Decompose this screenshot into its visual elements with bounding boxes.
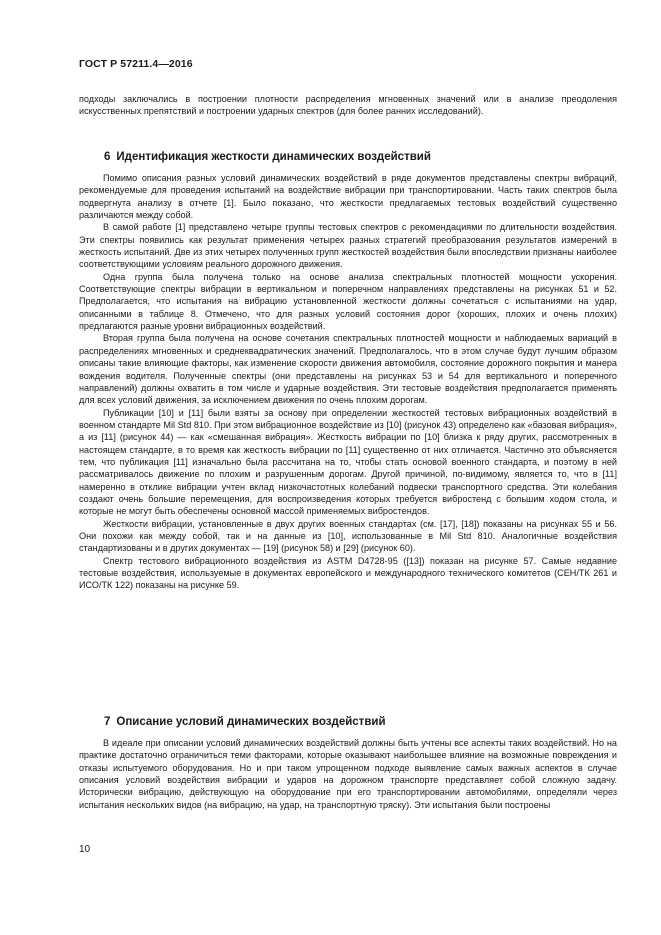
section-6-paragraph: Спектр тестового вибрационного воздействия из ASTM D4728-95 ([13]) показан на рисунке 57. Самые недавние тестовые воздействия, используемые в документах европейского и международного технического комитетов (СЕН/ТК 261 и ИСО/ТК 122) показаны на рисунке 59. [79,555,617,591]
section-7-heading [104,716,386,728]
section-6-paragraph: Вторая группа была получена на основе сочетания спектральных плотностей мощности и наблюдаемых вариаций в распределениях мгновенных и среднеквадратических значений. Предполагалось, что в этом случае будут лучшим образом описаны такие влияющие факторы, как изменение скорости движения автомобиля, состояние дорожного покрытия и манера вождения водителя. Полученные спектры (они представлены на рисунках 53 и 54 для вертикального и поперечного направлений) должны охватить в том числе и ударные воздействия. Эти тестовые воздействия предполагается применять для всех условий движения, за исключением движения по очень плохим дорогам. [79,333,617,406]
section-7-title: Описание условий динамических воздействий [116,716,386,728]
section-6-paragraph: В самой работе [1] представлено четыре группы тестовых спектров с рекомендациями по длительности воздействия. Эти спектры появились как результат применения четырех разных стратегий преобразования результатов измерений в жесткость испытаний. Две из этих четырех полученных групп жесткостей воздействия были впоследствии признаны наиболее соответствующими условиям реального дорожного движения. [79,222,617,270]
page-number: 10 [79,844,91,855]
section-6-heading [104,151,431,163]
section-7-body [79,737,617,811]
section-6-body [79,172,617,592]
standard-header: ГОСТ Р 57211.4—2016 [79,58,193,70]
section-6-title: Идентификация жесткости динамических воздействий [116,151,431,163]
section-6-paragraph: Публикации [10] и [11] были взяты за основу при определении жесткостей тестовых вибрационных воздействий в военном стандарте Mil Std 810. При этом вибрационное воздействие из [10] (рисунок 43) определено как «базовая вибрация», а из [11] (рисунок 44) — как «смешанная вибрация». Жесткость вибрации по [10] близка к ряду других, рассмотренных в настоящем стандарте, в то время как жесткость вибрации по [11] существенно от них отличается. Частично это объясняется тем, что публикация [11] изначально была рассчитана на то, чтобы стать основой военного стандарта, и поэтому в ней рассматривалось движение по плохим и разрушенным дорогам. Другой причиной, по-видимому, является то, что в [11] намеренно в отклике вибрации учтен вклад низкочастотных колебаний подвески транспортного средства. Эти колебания создают очень большие перемещения, для воспроизведения которых требуется вибростенд с большим ходом стола, и которые не могут быть обеспечены основной массой применяемых вибростендов. [79,407,617,517]
section-6-paragraph: Помимо описания разных условий динамических воздействий в ряде документов представлены спектры вибраций, рекомендуемые для проведения испытаний на воздействие вибрации при транспортировании. Часть таких спектров была подвергнута анализу в отчете [1]. Было показано, что жесткости предлагаемых тестовых воздействий существенно различаются между собой. [79,173,617,221]
section-6-number: 6 [104,151,111,163]
section-7-paragraph: В идеале при описании условий динамических воздействий должны быть учтены все аспекты таких воздействий. Но на практике достаточно ограничиться теми факторами, которые оказывают наибольшее влияние на возможные повреждения и отказы испытуемого оборудования. Но и при таком упрощенном подходе выявление самых важных аспектов в случае описания условий воздействия вибрации и ударов на дорожном транспорте представляет собой сложную задачу. Исторически вибрацию, действующую на оборудование при его транспортировании автомобилями, определяли через испытания нескольких видов (на вибрацию, на удар, на транспортную тряску). Эти испытания были построены [79,738,617,810]
section-7-number: 7 [104,716,111,728]
intro-paragraph-block [79,93,617,118]
section-6-paragraph: Жесткости вибрации, установленные в двух других военных стандартах (см. [17], [18]) показаны на рисунках 55 и 56. Они похожи как между собой, так и на данные из [10], использованные в Mil Std 810. Аналогичные воздействия стандартизованы и в других документах — [19] (рисунок 58) и [29] (рисунок 60). [79,518,617,554]
intro-paragraph: подходы заключались в построении плотности распределения мгновенных значений или в анализе преодоления искусственных препятствий и построении ударных спектров (для более ранних исследований). [79,94,617,117]
section-6-paragraph: Одна группа была получена только на основе анализа спектральных плотностей мощности ускорения. Соответствующие спектры вибрации в вертикальном и поперечном направлениях представлены на рисунках 51 и 52. Предполагается, что испытания на вибрацию установленной жесткости должны сочетаться с испытаниями на удар, описанными в таблице 8. Отмечено, что для разных условий состояния дорог (хороших, плохих и очень плохих) предлагаются разные уровни вибрационных воздействий. [79,271,617,332]
